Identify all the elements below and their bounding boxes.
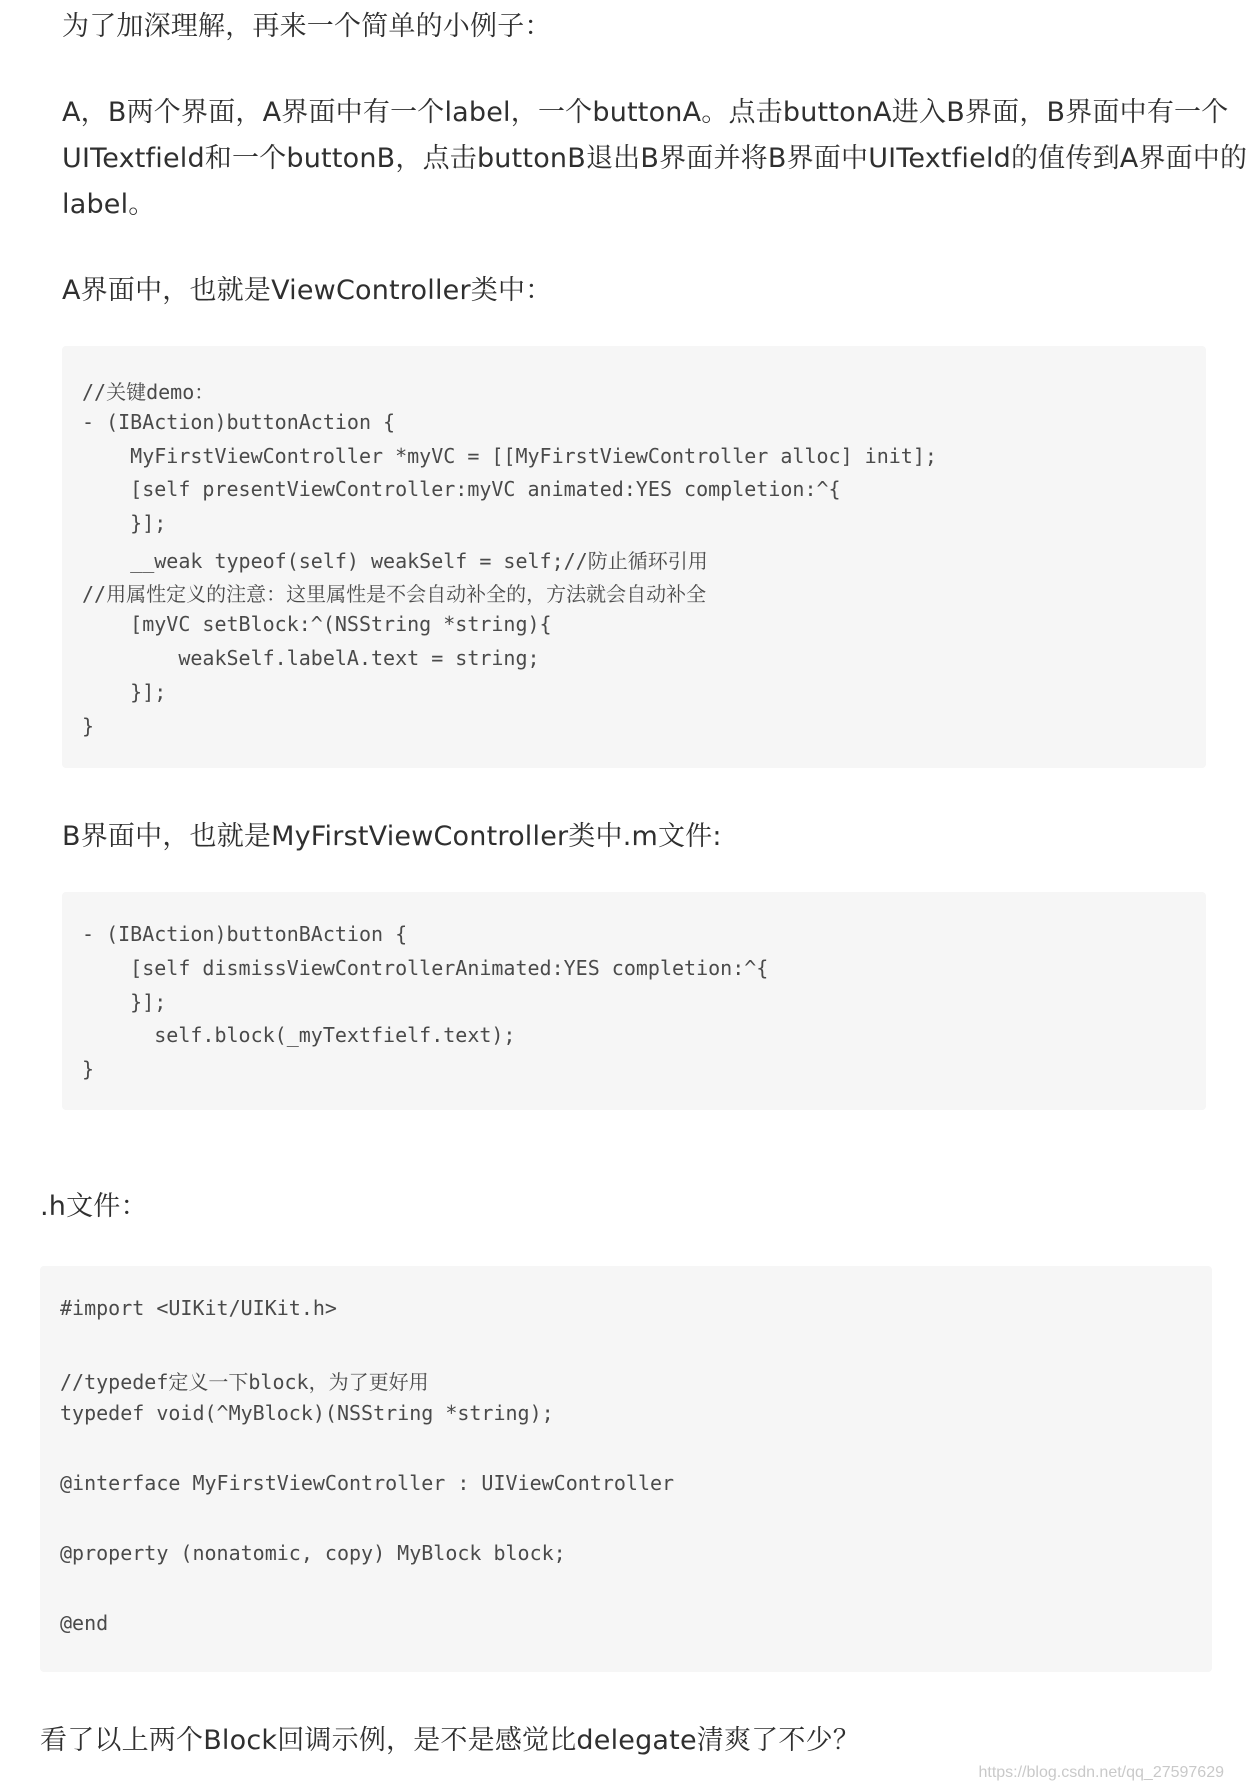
code-block-b (62, 892, 1206, 1110)
code-line: }]; (82, 680, 167, 704)
code-line: }]; (82, 511, 167, 535)
code-line: [myVC setBlock:^(NSString *string){ (82, 612, 552, 636)
watermark: https://blog.csdn.net/qq_27597629 (978, 1764, 1224, 1781)
code-line: @end (60, 1611, 109, 1635)
description-line-2: UITextfield和一个buttonB，点击buttonB退出B界面并将B界面中UITextfield的值传到A界面中的 (62, 143, 1248, 174)
code-line: @interface MyFirstViewController : UIViewController (60, 1471, 675, 1495)
code-line: //typedef定义一下block，为了更好用 (60, 1370, 429, 1394)
code-line: typedef void(^MyBlock)(NSString *string); (60, 1401, 554, 1425)
code-line: //用属性定义的注意：这里属性是不会自动补全的，方法就会自动补全 (82, 582, 707, 606)
code-line: __weak typeof(self) weakSelf = self;//防止循环引用 (82, 549, 708, 573)
h-file-heading: .h文件： (40, 1191, 148, 1222)
intro-text: 为了加深理解，再来一个简单的小例子： (62, 11, 552, 42)
code-line: //关键demo： (82, 380, 215, 404)
code-line: @property (nonatomic, copy) MyBlock block; (60, 1541, 566, 1565)
code-line: }]; (82, 990, 167, 1014)
code-line: [self dismissViewControllerAnimated:YES completion:^{ (82, 956, 769, 980)
code-line: MyFirstViewController *myVC = [[MyFirstViewController alloc] init]; (82, 444, 937, 468)
b-screen-heading: B界面中，也就是MyFirstViewController类中.m文件: (62, 821, 722, 852)
code-line: [self presentViewController:myVC animated:YES completion:^{ (82, 477, 841, 501)
code-line: } (82, 1057, 95, 1081)
conclusion-text: 看了以上两个Block回调示例，是不是感觉比delegate清爽了不少？ (40, 1725, 860, 1756)
code-line: weakSelf.labelA.text = string; (82, 646, 540, 670)
code-block-h (40, 1266, 1212, 1672)
code-line: #import <UIKit/UIKit.h> (60, 1296, 337, 1320)
code-line: } (82, 714, 95, 738)
description-line-1: A，B两个界面，A界面中有一个label，一个buttonA。点击buttonA进入B界面，B界面中有一个 (62, 97, 1229, 128)
a-screen-heading: A界面中，也就是ViewController类中： (62, 275, 553, 306)
code-line: self.block(_myTextfielf.text); (82, 1023, 516, 1047)
description-line-3: label。 (62, 189, 156, 220)
code-line: - (IBAction)buttonBAction { (82, 922, 408, 946)
code-line: - (IBAction)buttonAction { (82, 410, 396, 434)
code-block-a (62, 346, 1206, 768)
